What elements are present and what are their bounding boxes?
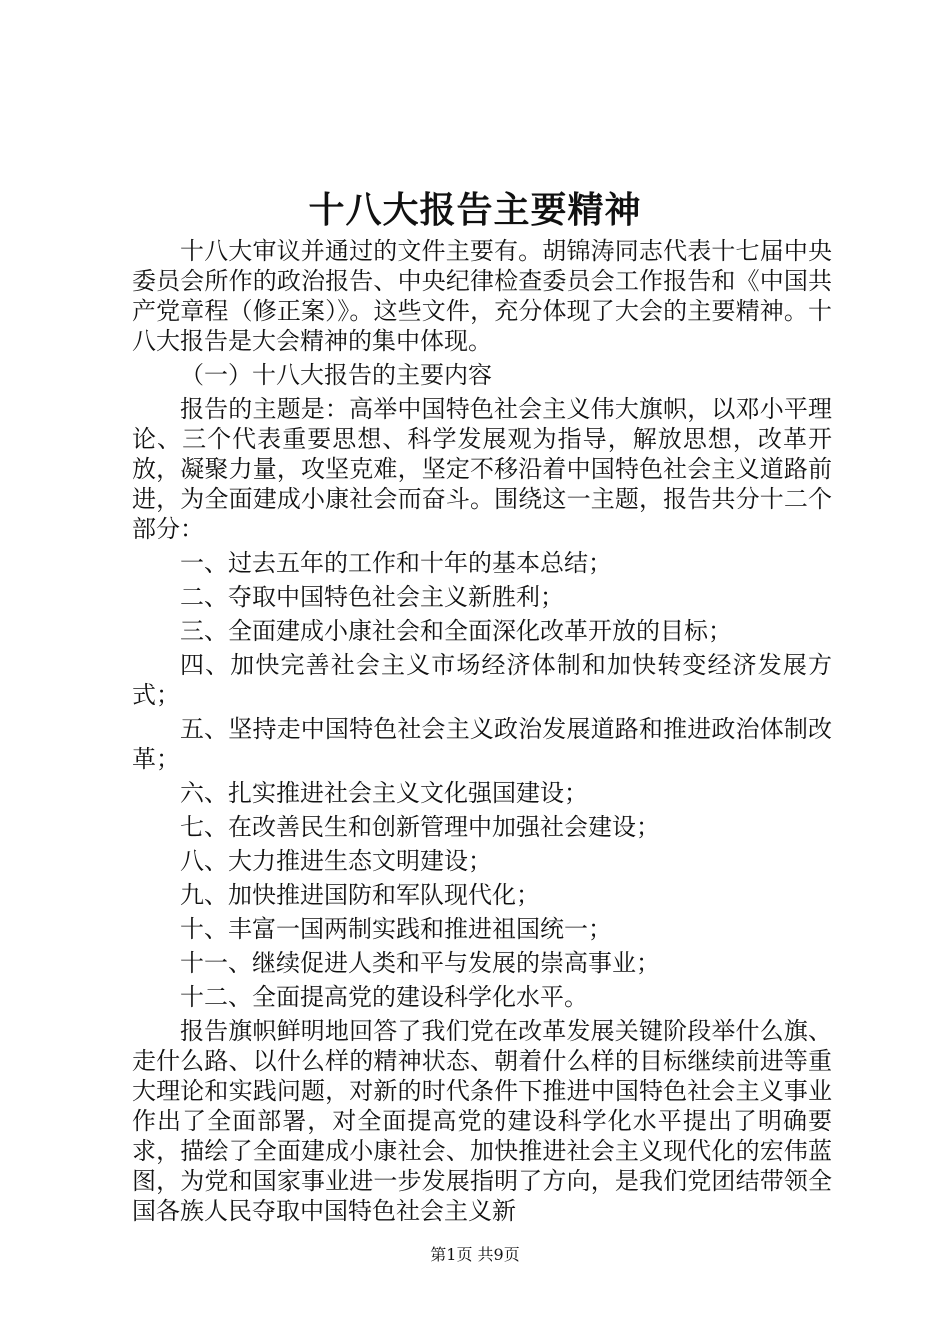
list-item: 八、大力推进生态文明建设；: [180, 847, 492, 875]
list-item: 七、在改善民生和创新管理中加强社会建设；: [180, 813, 660, 841]
section-heading: （一）十八大报告的主要内容: [180, 361, 492, 389]
list-item: 四、加快完善社会主义市场经济体制和加快转变经济发展方式；: [132, 651, 832, 709]
list-item: 五、坚持走中国特色社会主义政治发展道路和推进政治体制改革；: [132, 715, 832, 773]
paragraph-intro: 十八大审议并通过的文件主要有。胡锦涛同志代表十七届中央委员会所作的政治报告、中央纪律检查委员会工作报告和《中国共产党章程（修正案）》。这些文件，充分体现了大会的主要精神。十八大报告是大会精神的集中体现。: [132, 237, 832, 355]
list-item: 十、丰富一国两制实践和推进祖国统一；: [180, 915, 612, 943]
document-title: 十八大报告主要精神: [308, 189, 642, 231]
paragraph-theme: 报告的主题是：高举中国特色社会主义伟大旗帜，以邓小平理论、三个代表重要思想、科学发展观为指导，解放思想，改革开放，凝聚力量，攻坚克难，坚定不移沿着中国特色社会主义道路前进，为全面建成小康社会而奋斗。围绕这一主题，报告共分十二个部分：: [132, 395, 832, 543]
list-item: 三、全面建成小康社会和全面深化改革开放的目标；: [180, 617, 732, 645]
list-item: 十二、全面提高党的建设科学化水平。: [180, 983, 588, 1011]
list-item: 一、过去五年的工作和十年的基本总结；: [180, 549, 612, 577]
paragraph-summary: 报告旗帜鲜明地回答了我们党在改革发展关键阶段举什么旗、走什么路、以什么样的精神状态、朝着什么样的目标继续前进等重大理论和实践问题，对新的时代条件下推进中国特色社会主义事业作出了全面部署，对全面提高党的建设科学化水平提出了明确要求，描绘了全面建成小康社会、加快推进社会主义现代化的宏伟蓝图，为党和国家事业进一步发展指明了方向，是我们党团结带领全国各族人民夺取中国特色社会主义新: [132, 1017, 832, 1225]
list-item: 二、夺取中国特色社会主义新胜利；: [180, 583, 564, 611]
list-item: 六、扎实推进社会主义文化强国建设；: [180, 779, 588, 807]
list-item: 九、加快推进国防和军队现代化；: [180, 881, 540, 909]
list-item: 十一、继续促进人类和平与发展的崇高事业；: [180, 949, 660, 977]
page-number-footer: 第1页 共9页: [430, 1245, 520, 1264]
document-body: [132, 236, 832, 1226]
